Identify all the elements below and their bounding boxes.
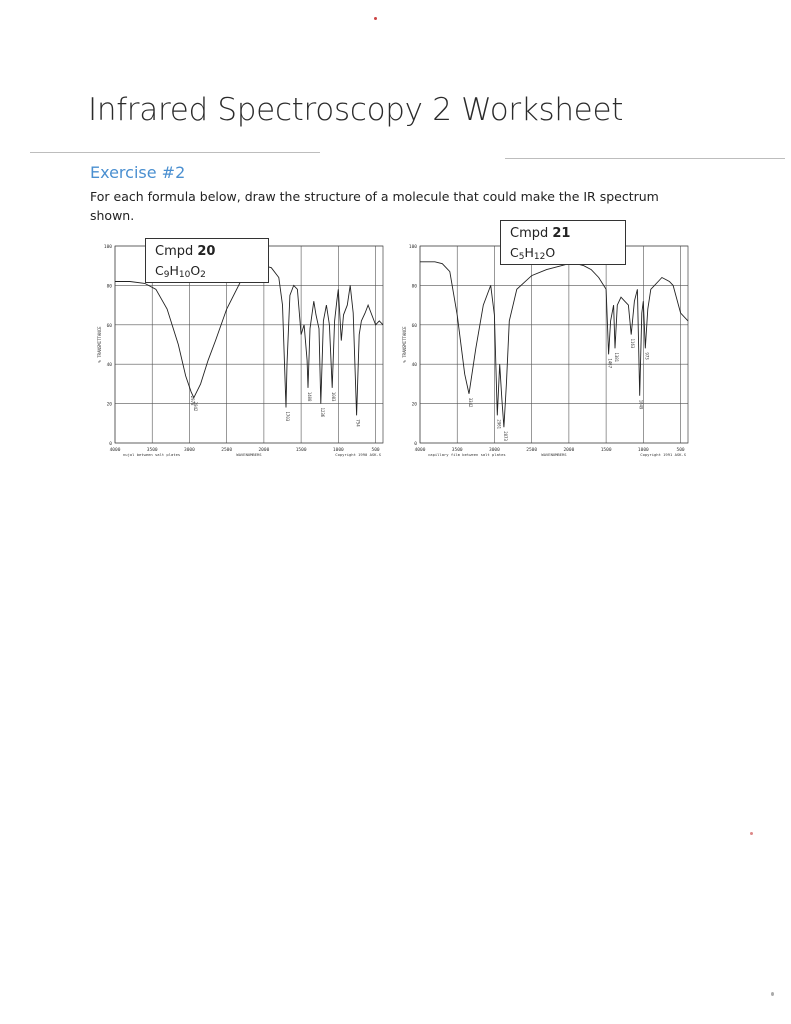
y-axis-label: % TRANSMITTANCE: [97, 326, 102, 363]
y-tick-label: 60: [106, 323, 112, 329]
peak-label: 973: [644, 352, 650, 360]
x-tick-label: 1500: [295, 448, 307, 453]
spectrum-trace: [420, 262, 688, 430]
peak-label: 3342: [467, 397, 473, 408]
y-tick-label: 80: [106, 284, 112, 290]
y-tick-label: 60: [411, 323, 417, 329]
x-tick-label: 2000: [258, 448, 270, 453]
y-tick-label: 0: [414, 442, 417, 447]
x-tick-label: 3000: [184, 448, 195, 453]
plot-frame: [420, 246, 688, 443]
peak-label: 2961: [496, 419, 502, 430]
x-tick-label: 1000: [332, 448, 344, 453]
x-tick-label: 2500: [221, 448, 233, 453]
y-tick-label: 20: [411, 402, 417, 408]
chart-axis-labels: [402, 244, 685, 453]
compound-label-20: [145, 238, 269, 283]
spectrum-trace: [115, 266, 383, 416]
peak-label: 1703: [284, 411, 290, 422]
peak-label: 2942: [192, 401, 198, 412]
header-rule: [30, 152, 320, 153]
molecular-formula: $C_5H_{12}O$: [510, 245, 556, 262]
ir-spectrum-cmpd-21: [400, 240, 690, 460]
instructions: For each formula below, draw the structure of a molecule that could make the IR spectrum shown.: [90, 189, 659, 223]
x-tick-label: 4000: [414, 448, 426, 453]
chart-footer: [428, 452, 687, 457]
molecular-formula: $C_9H_{10}O_2$: [155, 263, 206, 280]
compound-label-21: [500, 220, 626, 265]
page-title: Infrared Spectroscopy 2 Worksheet: [88, 92, 624, 128]
y-tick-label: 100: [103, 245, 112, 250]
y-tick-label: 0: [109, 442, 112, 447]
y-tick-label: 100: [408, 245, 417, 250]
x-tick-label: 1000: [637, 448, 649, 453]
footer-copyright: Copyright 1990 ASK.S: [335, 452, 381, 457]
x-tick-label: 500: [371, 448, 380, 453]
peak-label: 2873: [502, 431, 508, 441]
y-tick-label: 20: [106, 402, 112, 408]
chart-footer: [123, 452, 382, 457]
peak-label: 2978: [190, 395, 196, 406]
compound-name: Cmpd 21: [510, 226, 571, 241]
peak-label: 1163: [630, 338, 636, 349]
peak-label: 1049: [638, 399, 644, 410]
chart-grid: [420, 246, 688, 443]
peak-label: 1236: [319, 407, 325, 418]
scan-speck: [771, 992, 774, 996]
peak-label: 1381: [613, 352, 619, 363]
header-rule: [505, 158, 785, 159]
peak-label: 1083: [331, 391, 337, 402]
exercise-heading: Exercise #2: [90, 163, 186, 182]
footer-sample-note: capillary film between salt plates: [428, 452, 506, 457]
x-tick-label: 500: [676, 448, 685, 453]
footer-axis-title: WAVENUMBERS: [541, 452, 567, 457]
x-tick-label: 3000: [489, 448, 500, 453]
y-tick-label: 40: [106, 363, 112, 369]
y-axis-label: % TRANSMITTANCE: [402, 326, 407, 363]
peak-label: 754: [355, 419, 361, 427]
x-tick-label: 1500: [600, 448, 612, 453]
peak-label: 1408: [306, 391, 312, 402]
footer-sample-note: nujol between salt plates: [123, 452, 181, 457]
scan-speck: [374, 17, 377, 20]
x-tick-label: 2000: [563, 448, 575, 453]
compound-name: Cmpd 20: [155, 244, 216, 259]
x-tick-label: 4000: [109, 448, 121, 453]
y-tick-label: 80: [411, 284, 417, 290]
footer-axis-title: WAVENUMBERS: [236, 452, 262, 457]
y-tick-label: 40: [411, 363, 417, 369]
x-tick-label: 3500: [451, 448, 463, 453]
x-tick-label: 2500: [526, 448, 538, 453]
x-tick-label: 3500: [146, 448, 158, 453]
scan-speck: [750, 832, 753, 835]
chart-peak-labels: [190, 392, 361, 427]
footer-copyright: Copyright 1991 ASK.S: [640, 452, 686, 457]
peak-label: 1467: [607, 358, 613, 368]
